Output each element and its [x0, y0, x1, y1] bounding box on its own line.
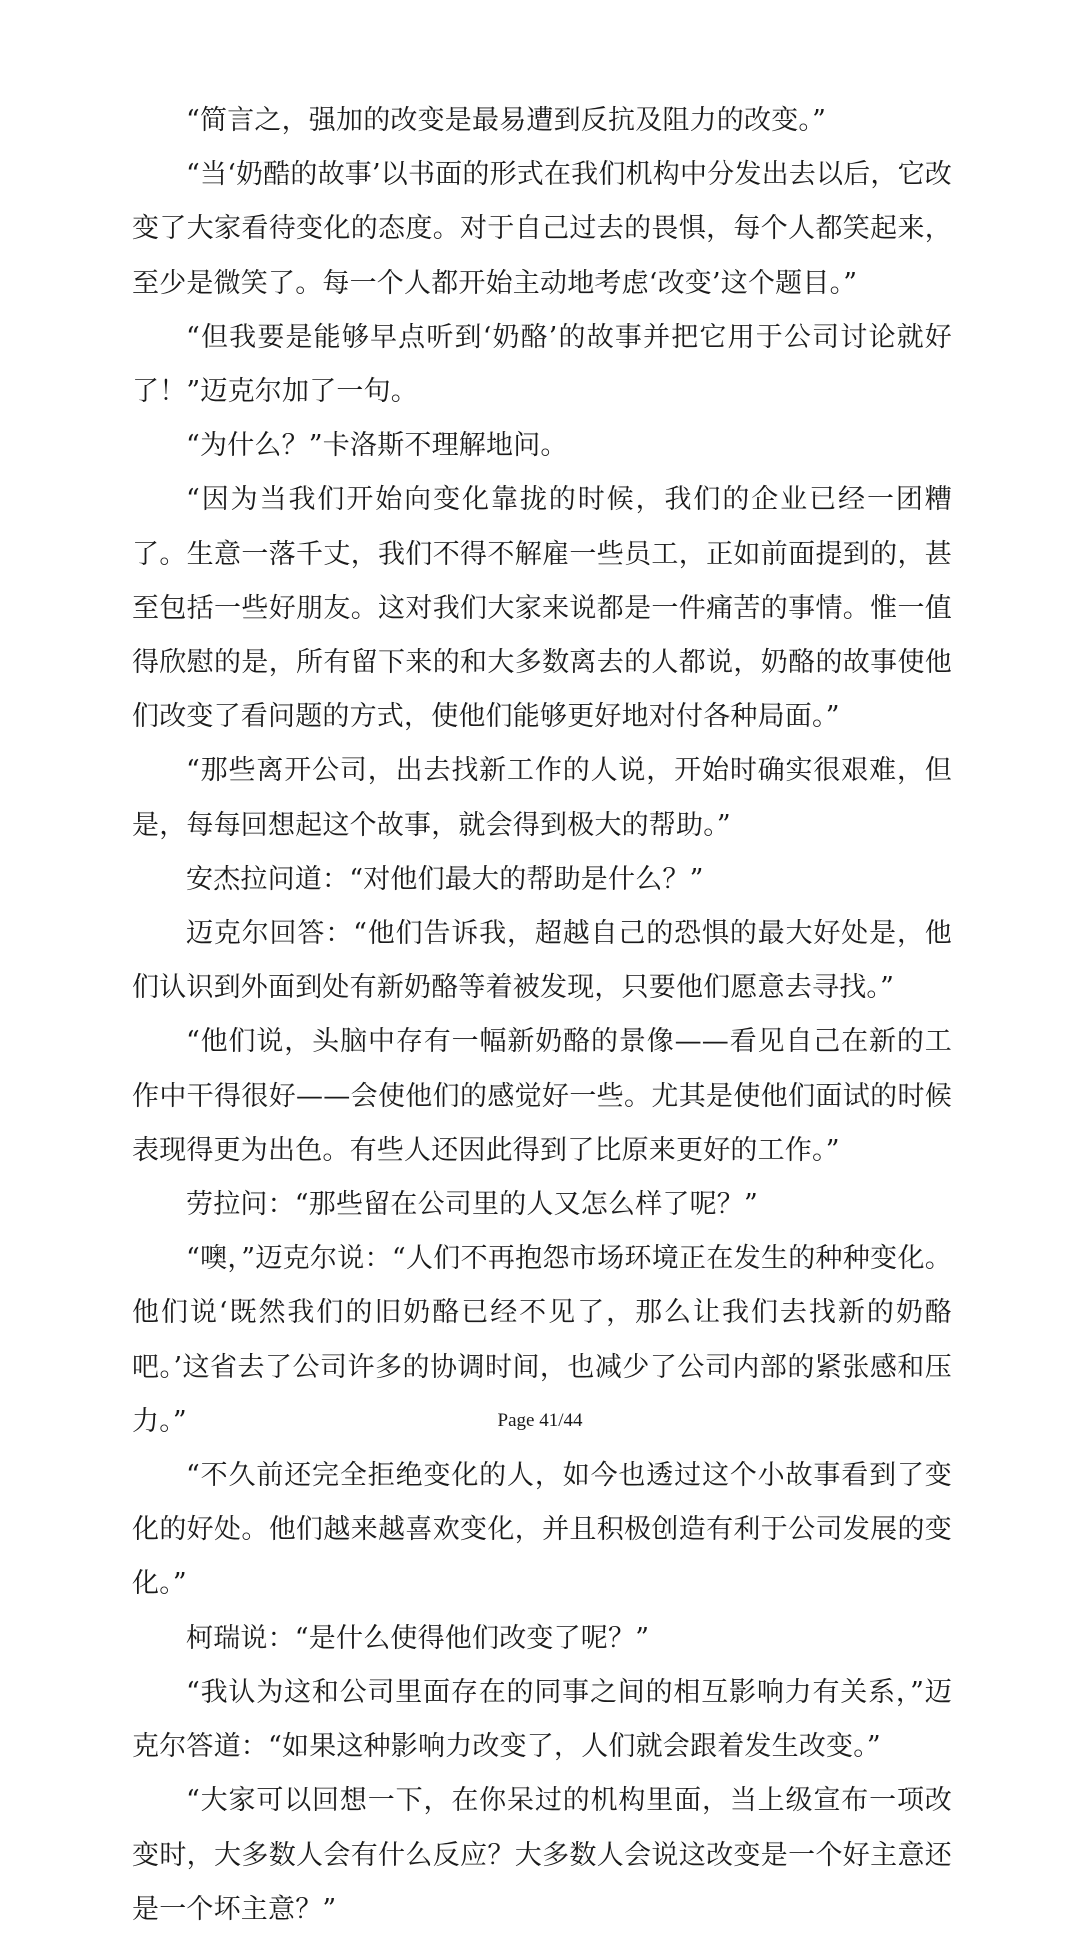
- page-number: Page 41/44: [497, 1410, 583, 1431]
- paragraph: “大家可以回想一下，在你呆过的机构里面，当上级宣布一项改变时，大多数人会有什么反应？大多数人会说这改变是一个好主意还是一个坏主意？”: [132, 1785, 952, 1925]
- paragraph: “噢，”迈克尔说：“人们不再抱怨市场环境正在发生的种种变化。他们说‘既然我们的旧奶酪已经不见了，那么让我们去找新的奶酪吧。’这省去了公司许多的协调时间，也减少了公司内部的紧张感和压力。”: [132, 1243, 952, 1437]
- paragraph: 柯瑞说：“是什么使得他们改变了呢？”: [186, 1622, 650, 1654]
- paragraph: 劳拉问：“那些留在公司里的人又怎么样了呢？”: [186, 1189, 759, 1221]
- paragraph: “简言之，强加的改变是最易遭到反抗及阻力的改变。”: [186, 105, 827, 136]
- document-body: [132, 94, 952, 1937]
- paragraph: “不久前还完全拒绝变化的人，如今也透过这个小故事看到了变化的好处。他们越来越喜欢变化，并且积极创造有利于公司发展的变化。”: [132, 1460, 952, 1600]
- paragraph: “因为当我们开始向变化靠拢的时候，我们的企业已经一团糟了。生意一落千丈，我们不得不解雇一些员工，正如前面提到的，甚至包括一些好朋友。这对我们大家来说都是一件痛苦的事情。惟一值得欣慰的是，所有留下来的和大多数离去的人都说，奶酪的故事使他们改变了看问题的方式，使他们能够更好地对付各种局面。”: [132, 484, 952, 733]
- paragraph: “那些离开公司，出去找新工作的人说，开始时确实很艰难，但是，每每回想起这个故事，就会得到极大的帮助。”: [132, 755, 952, 841]
- paragraph: “为什么？”卡洛斯不理解地问。: [186, 430, 568, 462]
- paragraph: “他们说，头脑中存有一幅新奶酪的景像——看见自己在新的工作中干得很好——会使他们的感觉好一些。尤其是使他们面试的时候表现得更为出色。有些人还因此得到了比原来更好的工作。”: [132, 1026, 952, 1166]
- paragraph: “我认为这和公司里面存在的同事之间的相互影响力有关系，”迈克尔答道：“如果这种影响力改变了，人们就会跟着发生改变。”: [132, 1676, 952, 1763]
- paragraph: “但我要是能够早点听到‘奶酪’的故事并把它用于公司讨论就好了！”迈克尔加了一句。: [132, 321, 952, 408]
- paragraph: 迈克尔回答：“他们告诉我，超越自己的恐惧的最大好处是，他们认识到外面到处有新奶酪等着被发现，只要他们愿意去寻找。”: [132, 918, 952, 1004]
- paragraph: “当‘奶酷的故事’以书面的形式在我们机构中分发出去以后，它改变了大家看待变化的态度。对于自己过去的畏惧，每个人都笑起来，至少是微笑了。每一个人都开始主动地考虑‘改变’这个题目。”: [132, 159, 952, 299]
- paragraph: 安杰拉问道：“对他们最大的帮助是什么？”: [186, 863, 704, 895]
